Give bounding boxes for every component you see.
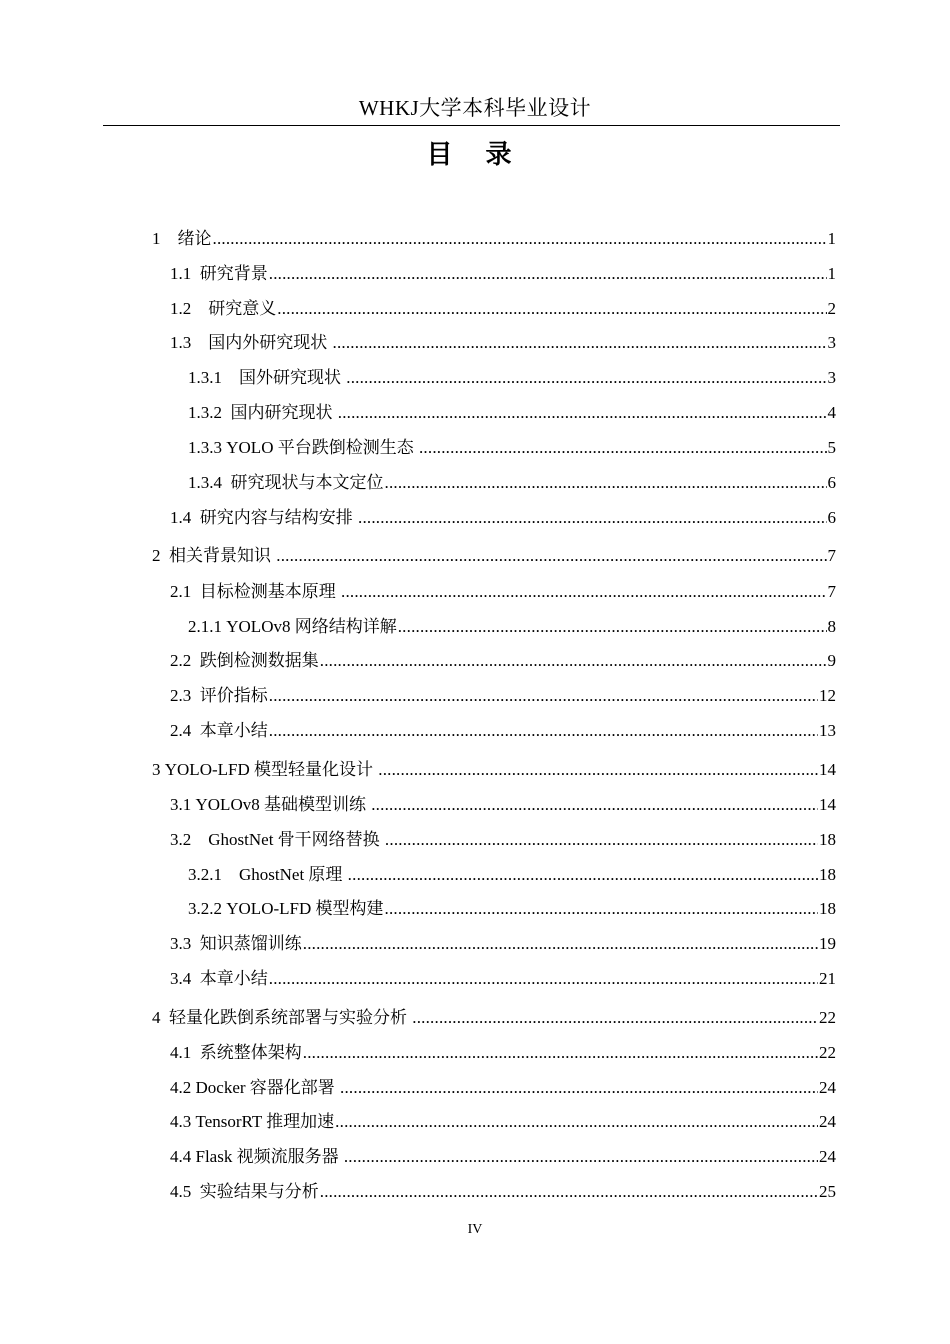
toc-leader-dots: [348, 862, 818, 888]
toc-leader-dots: [269, 966, 818, 992]
toc-entry[interactable]: [170, 261, 836, 287]
toc-entry-number: 2.3: [170, 686, 192, 705]
toc-entry-page: 2: [827, 299, 836, 318]
toc-entry[interactable]: [170, 827, 836, 853]
toc-entry-number: 4.4: [170, 1147, 192, 1166]
toc-entry-label: YOLO 平台跌倒检测生态: [226, 438, 418, 457]
toc-leader-dots: [213, 226, 827, 252]
toc-entry-page: 25: [819, 1182, 836, 1201]
toc-entry-label: Docker 容器化部署: [195, 1078, 340, 1097]
toc-entry-page: 6: [827, 473, 836, 492]
toc-entry[interactable]: [170, 966, 836, 992]
toc-entry-gap: [191, 579, 200, 605]
toc-entry[interactable]: [170, 931, 836, 957]
toc-leader-dots: [346, 365, 826, 391]
toc-leader-dots: [269, 718, 818, 744]
toc-leader-dots: [320, 648, 827, 674]
toc-entry-gap: [222, 400, 231, 426]
toc-entry-page: 18: [819, 865, 836, 884]
toc-leader-dots: [269, 261, 827, 287]
toc-entry[interactable]: [188, 400, 836, 426]
toc-entry-label: 目标检测基本原理: [199, 582, 340, 601]
toc-entry-label: 本章小结: [199, 721, 268, 740]
toc-entry-number: 1.3.2: [188, 403, 222, 422]
toc-entry-number: 3.2.2: [188, 899, 222, 918]
toc-entry-number: 4.2: [170, 1078, 192, 1097]
toc-entry-number: 4.5: [170, 1182, 192, 1201]
toc-entry-number: 2.4: [170, 721, 192, 740]
toc-entry-number: 4: [152, 1008, 161, 1027]
toc-entry-label: 评价指标: [199, 686, 268, 705]
toc-entry-label: 系统整体架构: [199, 1043, 302, 1062]
toc-entry-page: 3: [827, 368, 836, 387]
toc-entry[interactable]: [170, 579, 836, 605]
toc-entry-gap: [161, 543, 170, 569]
toc-entry[interactable]: [152, 1005, 836, 1031]
toc-leader-dots: [385, 827, 818, 853]
toc-entry[interactable]: [170, 1144, 836, 1170]
toc-entry-page: 18: [819, 830, 836, 849]
toc-entry-page: 24: [819, 1078, 836, 1097]
toc-leader-dots: [340, 1075, 818, 1101]
toc-entry-page: 8: [827, 617, 836, 636]
toc-entry-number: 1.3.3: [188, 438, 222, 457]
toc-entry-page: 13: [819, 721, 836, 740]
toc-entry-page: 9: [827, 651, 836, 670]
toc-entry-number: 2: [152, 546, 161, 565]
toc-entry-label: 相关背景知识: [169, 546, 276, 565]
toc-entry[interactable]: [188, 614, 836, 640]
toc-entry-gap: [191, 648, 200, 674]
toc-entry-label: GhostNet 骨干网络替换: [208, 830, 384, 849]
toc-entry-gap: [161, 1005, 170, 1031]
toc-entry-gap: [191, 683, 200, 709]
toc-leader-dots: [378, 757, 818, 783]
toc-entry[interactable]: [170, 1109, 836, 1135]
toc-entry[interactable]: [170, 505, 836, 531]
toc-leader-dots: [341, 579, 827, 605]
toc-entry[interactable]: [188, 470, 836, 496]
toc-leader-dots: [335, 1109, 818, 1135]
toc-entry-number: 3.1: [170, 795, 192, 814]
toc-entry-gap: [191, 718, 200, 744]
toc-leader-dots: [303, 1040, 818, 1066]
toc-entry-label: 轻量化跌倒系统部署与实验分析: [169, 1008, 412, 1027]
toc-entry-page: 4: [827, 403, 836, 422]
toc-entry[interactable]: [188, 862, 836, 888]
toc-entry-label: 研究现状与本文定位: [230, 473, 384, 492]
toc-entry-page: 22: [819, 1008, 836, 1027]
toc-entry-label: 研究背景: [199, 264, 268, 283]
toc-entry-page: 24: [819, 1147, 836, 1166]
toc-entry[interactable]: [170, 296, 836, 322]
toc-entry-label: Flask 视频流服务器: [195, 1147, 343, 1166]
toc-entry-label: YOLO-LFD 模型构建: [226, 899, 384, 918]
toc-leader-dots: [371, 792, 818, 818]
toc-entry-label: 实验结果与分析: [199, 1182, 319, 1201]
toc-entry-gap: [191, 827, 208, 853]
toc-entry[interactable]: [170, 683, 836, 709]
toc-entry-page: 19: [819, 934, 836, 953]
toc-entry-label: 国外研究现状: [239, 368, 346, 387]
toc-entry-gap: [191, 931, 200, 957]
toc-entry-gap: [222, 470, 231, 496]
toc-entry[interactable]: [170, 1075, 836, 1101]
toc-entry-label: 本章小结: [199, 969, 268, 988]
toc-entry-page: 14: [819, 760, 836, 779]
toc-leader-dots: [398, 614, 827, 640]
toc-entry-number: 3.4: [170, 969, 192, 988]
toc-title: 目 录: [426, 140, 524, 170]
toc-entry-page: 3: [827, 333, 836, 352]
toc-entry-number: 3.3: [170, 934, 192, 953]
toc-entry-label: YOLOv8 基础模型训练: [195, 795, 371, 814]
toc-entry[interactable]: [152, 757, 836, 783]
toc-entry[interactable]: [170, 718, 836, 744]
toc-entry-label: YOLOv8 网络结构详解: [226, 617, 397, 636]
toc-entry[interactable]: [188, 435, 836, 461]
toc-entry-number: 1.3.1: [188, 368, 222, 387]
toc-entry-gap: [191, 966, 200, 992]
toc-entry-gap: [191, 296, 208, 322]
toc-entry-label: 知识蒸馏训练: [199, 934, 302, 953]
toc-entry[interactable]: [170, 648, 836, 674]
toc-entry-page: 1: [827, 229, 836, 248]
toc-entry-number: 2.1.1: [188, 617, 222, 636]
toc-entry-number: 1.4: [170, 508, 192, 527]
toc-leader-dots: [358, 505, 827, 531]
toc-entry-label: YOLO-LFD 模型轻量化设计: [164, 760, 378, 779]
toc-entry-gap: [191, 505, 200, 531]
toc-entry-number: 1.2: [170, 299, 192, 318]
toc-leader-dots: [338, 400, 827, 426]
toc-entry-label: 绪论: [177, 229, 212, 248]
toc-entry-page: 14: [819, 795, 836, 814]
toc-entry-label: GhostNet 原理: [239, 865, 347, 884]
toc-entry-number: 3.2.1: [188, 865, 222, 884]
toc-entry-page: 1: [827, 264, 836, 283]
toc-entry-page: 12: [819, 686, 836, 705]
toc-entry-number: 3.2: [170, 830, 192, 849]
toc-entry-gap: [161, 226, 178, 252]
toc-entry-label: 国内研究现状: [230, 403, 337, 422]
toc-leader-dots: [385, 470, 827, 496]
toc-entry-number: 2.1: [170, 582, 192, 601]
toc-leader-dots: [320, 1179, 818, 1205]
toc-entry-gap: [222, 365, 239, 391]
toc-leader-dots: [276, 543, 826, 569]
toc-entry[interactable]: [152, 226, 836, 252]
toc-leader-dots: [412, 1005, 818, 1031]
toc-entry-page: 7: [827, 582, 836, 601]
toc-leader-dots: [344, 1144, 818, 1170]
toc-leader-dots: [333, 330, 827, 356]
toc-entry-number: 1.3: [170, 333, 192, 352]
toc-entry-page: 24: [819, 1112, 836, 1131]
toc-entry-page: 7: [827, 546, 836, 565]
toc-entry-label: 研究意义: [208, 299, 277, 318]
toc-entry-number: 2.2: [170, 651, 192, 670]
toc-entry-gap: [191, 261, 200, 287]
page-number: IV: [467, 1222, 483, 1237]
toc-entry-number: 1.1: [170, 264, 192, 283]
toc-entry-label: 研究内容与结构安排: [199, 508, 357, 527]
toc-entry-number: 4.3: [170, 1112, 192, 1131]
toc-entry-page: 5: [827, 438, 836, 457]
toc-entry-number: 3: [152, 760, 161, 779]
toc-entry-label: 跌倒检测数据集: [199, 651, 319, 670]
toc-entry-gap: [191, 1040, 200, 1066]
toc-entry[interactable]: [170, 1179, 836, 1205]
header-rule: [103, 125, 840, 126]
toc-entry-number: 1.3.4: [188, 473, 222, 492]
toc-leader-dots: [419, 435, 827, 461]
toc-leader-dots: [303, 931, 818, 957]
toc-entry-number: 1: [152, 229, 161, 248]
toc-entry-page: 22: [819, 1043, 836, 1062]
toc-entry-gap: [222, 862, 239, 888]
toc-leader-dots: [269, 683, 818, 709]
toc-entry[interactable]: [188, 896, 836, 922]
toc-entry[interactable]: [188, 365, 836, 391]
toc-entry-number: 4.1: [170, 1043, 192, 1062]
page-header: WHKJ大学本科毕业设计: [358, 96, 592, 120]
toc-entry[interactable]: [170, 330, 836, 356]
toc-entry[interactable]: [152, 543, 836, 569]
toc-entry-label: 国内外研究现状: [208, 333, 332, 352]
toc-leader-dots: [385, 896, 819, 922]
toc-entry-gap: [191, 1179, 200, 1205]
toc-entry-page: 21: [819, 969, 836, 988]
toc-entry-label: TensorRT 推理加速: [195, 1112, 335, 1131]
toc-entry-page: 6: [827, 508, 836, 527]
toc-entry[interactable]: [170, 1040, 836, 1066]
toc-entry[interactable]: [170, 792, 836, 818]
toc-entry-gap: [191, 330, 208, 356]
toc-leader-dots: [277, 296, 826, 322]
toc-entry-page: 18: [819, 899, 836, 918]
